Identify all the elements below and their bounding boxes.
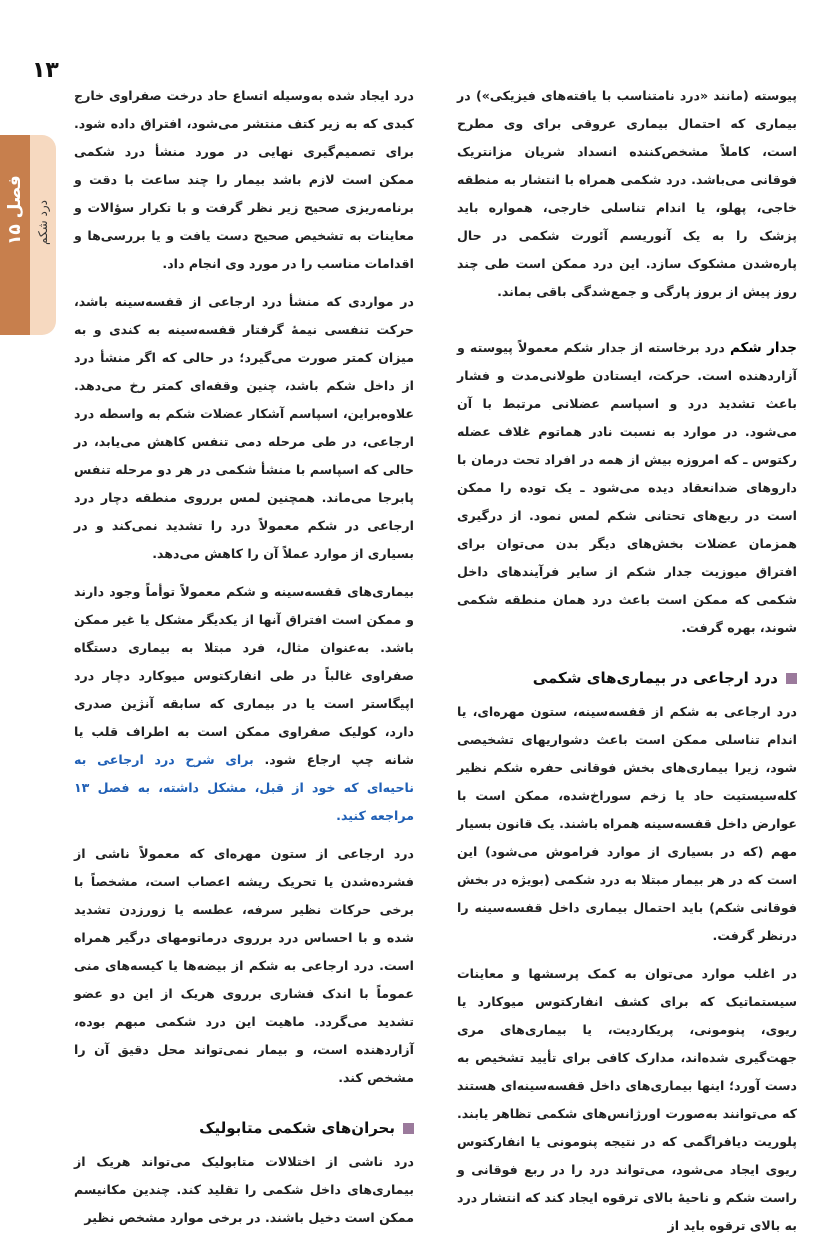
page-number: ۱۳ bbox=[32, 58, 59, 83]
paragraph-text: درد برخاسته از جدار شکم معمولاً پیوسته و آزاردهنده است. حرکت، ایستادن طولانی‌مدت و فشار باعث تشدید درد و اسپاسم عضلانی مرتبط با آن می‌شود. در موارد به نسبت نادر هماتوم غلاف عضله رکتوس ـ که امروزه بیش از همه در افراد تحت درمان با داروهای ضدانعقاد دیده می‌شود ـ یک توده را ممکن است در ربع‌های تحتانی شکم لمس نمود. از درگیری همزمان عضلات بخش‌های دیگر بدن می‌توان برای افتراق میوزیت جدار شکم از سایر فرآیندهای داخل شکمی که ممکن است باعث درد همان منطقه شکمی شوند، بهره گرفت. bbox=[457, 340, 797, 635]
paragraph-text: بیماری‌های قفسه‌سینه و شکم معمولاً توأماً وجود دارند و ممکن است افتراق آنها از یکدیگر مشکل یا غیر ممکن باشد. به‌عنوان مثال، فرد مبتلا به بیماری دستگاه صفراوی غالباً در طی انفارکتوس میوکارد دچار درد اپیگاستر است یا در بیماری که سابقه آنژین صدری دارد، کولیک صفراوی ممکن است به اطراف قلب یا شانه چپ ارجاع شود. bbox=[74, 584, 414, 767]
term-abdominal-wall: جدار شکم bbox=[729, 340, 798, 356]
heading-text: بحران‌های شکمی متابولیک bbox=[199, 1119, 395, 1137]
right-column bbox=[457, 82, 797, 1250]
paragraph: درد ناشی از اختلالات متابولیک می‌تواند هریک از بیماری‌های داخل شکمی را تقلید کند. چندین مکانیسم ممکن است دخیل باشند. در برخی موارد مشخص نظیر bbox=[74, 1154, 414, 1225]
chapter-label: فصل ۱۵ bbox=[5, 175, 25, 245]
paragraph bbox=[74, 578, 414, 830]
heading-square-icon bbox=[403, 1123, 414, 1134]
heading-text: درد ارجاعی در بیماری‌های شکمی bbox=[532, 669, 778, 687]
chapter-title: درد شکم bbox=[36, 200, 50, 245]
paragraph: درد ایجاد شده به‌وسیله اتساع حاد درخت صفراوی خارج کبدی که به زیر کتف منتشر می‌شود، افتراق داده شود. برای تصمیم‌گیری نهایی در مورد منشأ درد شکمی ممکن است لازم باشد بیمار را چند ساعت با دقت و برنامه‌ریزی صحیح زیر نظر گرفت و با تکرار سؤالات و معاینات به تشخیص صحیح دست یافت و یا بررسی‌ها و اقدامات مناسب را در مورد وی انجام داد. bbox=[74, 88, 414, 271]
paragraph: درد ارجاعی از ستون مهره‌ای که معمولاً ناشی از فشرده‌شدن یا تحریک ریشه اعصاب است، مشخصاً با برخی حرکات نظیر سرفه، عطسه یا زورزدن تشدید شده و با احساس درد برروی درماتومهای درگیر همراه است. درد ارجاعی به شکم از بیضه‌ها یا کیسه‌های منی عموماً با اندک فشاری برروی هریک از این دو عضو تشدید می‌گردد. ماهیت این درد شکمی مبهم بوده، آزاردهنده است، و بیمار نمی‌تواند محل دقیق آن را مشخص کند. bbox=[74, 846, 414, 1085]
paragraph: در مواردی که منشأ درد ارجاعی از قفسه‌سینه باشد، حرکت تنفسی نیمهٔ گرفتار قفسه‌سینه به کندی و به میزان کمتر صورت می‌گیرد؛ در حالی که اگر منشأ درد از داخل شکم باشد، چنین وقفه‌ای کمتر رخ می‌دهد. علاوه‌براین، اسپاسم آشکار عضلات شکم به واسطه درد ارجاعی، در طی مرحله دمی تنفس کاهش می‌یابد، در حالی که اسپاسم با منشأ شکمی در هر دو مرحله تنفس پابرجا می‌ماند. همچنین لمس برروی منطقه دچار درد ارجاعی در شکم معمولاً درد را تشدید نمی‌کند و در بسیاری از موارد عملاً آن را کاهش می‌دهد. bbox=[74, 294, 414, 561]
cross-reference-link[interactable]: برای شرح درد ارجاعی به ناحیه‌ای که خود از قبل، مشکل داشته، به فصل ۱۳ مراجعه کنید. bbox=[74, 752, 414, 823]
section-heading bbox=[74, 1114, 414, 1142]
chapter-tab-band bbox=[0, 135, 30, 335]
paragraph-abdominal-wall bbox=[457, 334, 797, 642]
paragraph: در اغلب موارد می‌توان به کمک پرسشها و معاینات سیستماتیک که برای کشف انفارکتوس میوکارد یا ریوی، پنومونی، پریکاردیت، یا بیماری‌های مری جهت‌گیری شده‌اند، مدارک کافی برای تأیید تشخیص به دست آورد؛ اینها بیماری‌های داخل قفسه‌سینه‌ای هستند که می‌توانند به‌صورت اورژانس‌های شکمی تظاهر یابند. پلوریت دیافراگمی که در نتیجه پنومونی یا انفارکتوس ریوی ایجاد می‌شود، می‌تواند درد را در ربع فوقانی و راست شکم و ناحیهٔ بالای ترقوه ایجاد کند که انتشار درد به بالای ترقوه باید از bbox=[457, 966, 797, 1233]
heading-square-icon bbox=[786, 673, 797, 684]
section-heading bbox=[457, 664, 797, 692]
left-column bbox=[74, 82, 414, 1242]
chapter-tab bbox=[0, 135, 56, 335]
paragraph: پیوسته (مانند «درد نامتناسب با یافته‌های فیزیکی») در بیماری که احتمال بیماری عروقی برای وی مطرح است، کاملاً مشخص‌کننده انسداد شریان مزانتریک فوقانی می‌باشد. درد شکمی همراه با انتشار به منطقه خاجی، پهلو، یا اندام تناسلی خارجی، همواره باید پزشک را به یک آنوریسم آئورت شکمی در حال پاره‌شدن مشکوک سازد. این درد ممکن است طی چند روز پیش از بروز پارگی و جمع‌شدگی باقی بماند. bbox=[457, 88, 797, 299]
paragraph: درد ارجاعی به شکم از قفسه‌سینه، ستون مهره‌ای، یا اندام تناسلی ممکن است باعث دشواریهای تشخیصی شود، زیرا بیماری‌های بخش فوقانی حفره شکم نظیر کله‌سیستیت حاد یا زخم سوراخ‌شده، ممکن است با عوارض داخل قفسه‌سینه همراه باشند. یک قانون بسیار مهم (که در بسیاری از موارد فراموش می‌شود) این است که در هر بیمار مبتلا به درد شکمی (بویژه در بخش فوقانی شکم) باید احتمال بیماری داخل قفسه‌سینه را درنظر گرفت. bbox=[457, 704, 797, 943]
